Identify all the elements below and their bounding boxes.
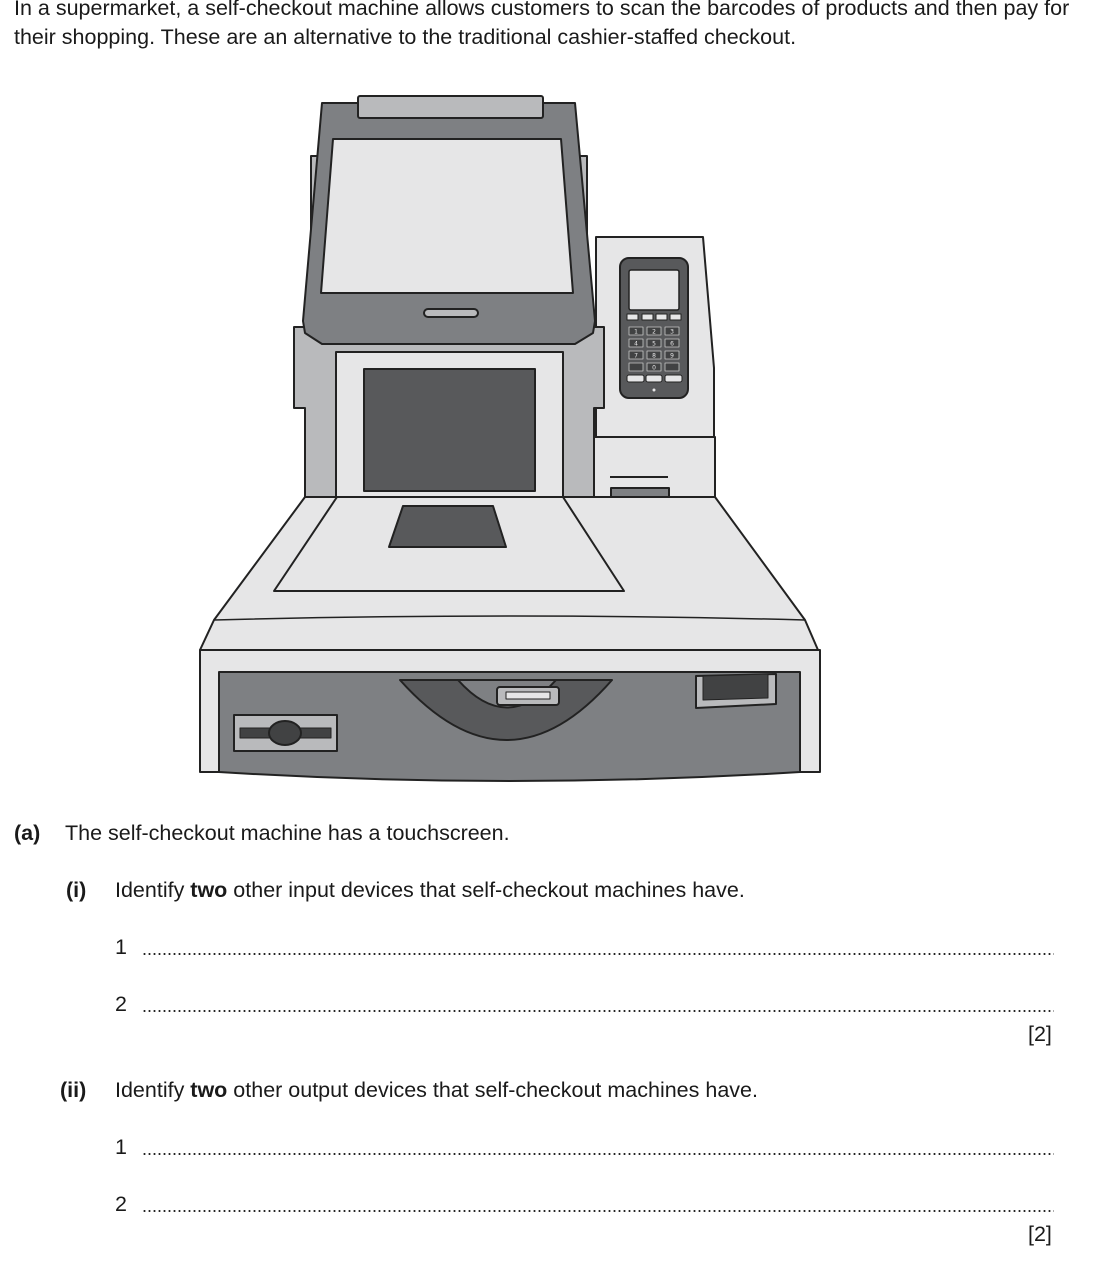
keypad-key-label: 1 bbox=[634, 328, 638, 336]
screen-handle bbox=[424, 309, 478, 317]
emphasis-two: two bbox=[190, 1078, 228, 1102]
part-i-label: (i) bbox=[66, 878, 87, 902]
part-ii-label: (ii) bbox=[60, 1078, 87, 1102]
keypad-key-label: 0 bbox=[652, 364, 656, 372]
keypad-key-label: 8 bbox=[652, 352, 656, 360]
part-a-label: (a) bbox=[14, 821, 41, 845]
part-i-answer-2-line[interactable] bbox=[142, 1010, 1054, 1012]
intro-paragraph: In a supermarket, a self-checkout machine allows customers to scan the barcodes of products and then pay for their shopping. These are an alternative to the traditional cashier-staffed checkout. bbox=[14, 0, 1070, 49]
part-a-text: The self-checkout machine has a touchscreen. bbox=[65, 821, 510, 845]
emphasis-two: two bbox=[190, 878, 228, 902]
scan-glass bbox=[389, 506, 506, 547]
receipt-slot bbox=[611, 488, 669, 497]
part-ii-answer-1-number: 1 bbox=[115, 1135, 127, 1159]
part-i-answer-1-number: 1 bbox=[115, 935, 127, 959]
part-i-question: Identify two other input devices that self-checkout machines have. bbox=[115, 878, 745, 902]
scanner-window bbox=[364, 369, 535, 491]
part-ii-marks: [2] bbox=[1028, 1222, 1052, 1246]
part-ii-answer-2-number: 2 bbox=[115, 1192, 127, 1216]
screen-top-clip bbox=[358, 96, 543, 118]
part-ii-answer-1-line[interactable] bbox=[142, 1153, 1054, 1155]
keypad-key-label: 3 bbox=[670, 328, 674, 336]
part-i-answer-2-number: 2 bbox=[115, 992, 127, 1016]
keypad-key-label: 6 bbox=[670, 340, 674, 348]
part-ii-question: Identify two other output devices that self-checkout machines have. bbox=[115, 1078, 758, 1102]
touchscreen bbox=[321, 139, 573, 293]
part-ii-answer-2-line[interactable] bbox=[142, 1210, 1054, 1212]
keypad-key-label: 7 bbox=[634, 352, 638, 360]
part-i-marks: [2] bbox=[1028, 1022, 1052, 1046]
part-i-answer-1-line[interactable] bbox=[142, 953, 1054, 955]
keypad-key-label: 4 bbox=[634, 340, 638, 348]
keypad-key-label: 2 bbox=[652, 328, 656, 336]
keypad-key-label: 9 bbox=[670, 352, 674, 360]
keypad-display bbox=[629, 270, 679, 310]
keypad-key-label: 5 bbox=[652, 340, 656, 348]
self-checkout-machine-illustration bbox=[198, 94, 823, 784]
